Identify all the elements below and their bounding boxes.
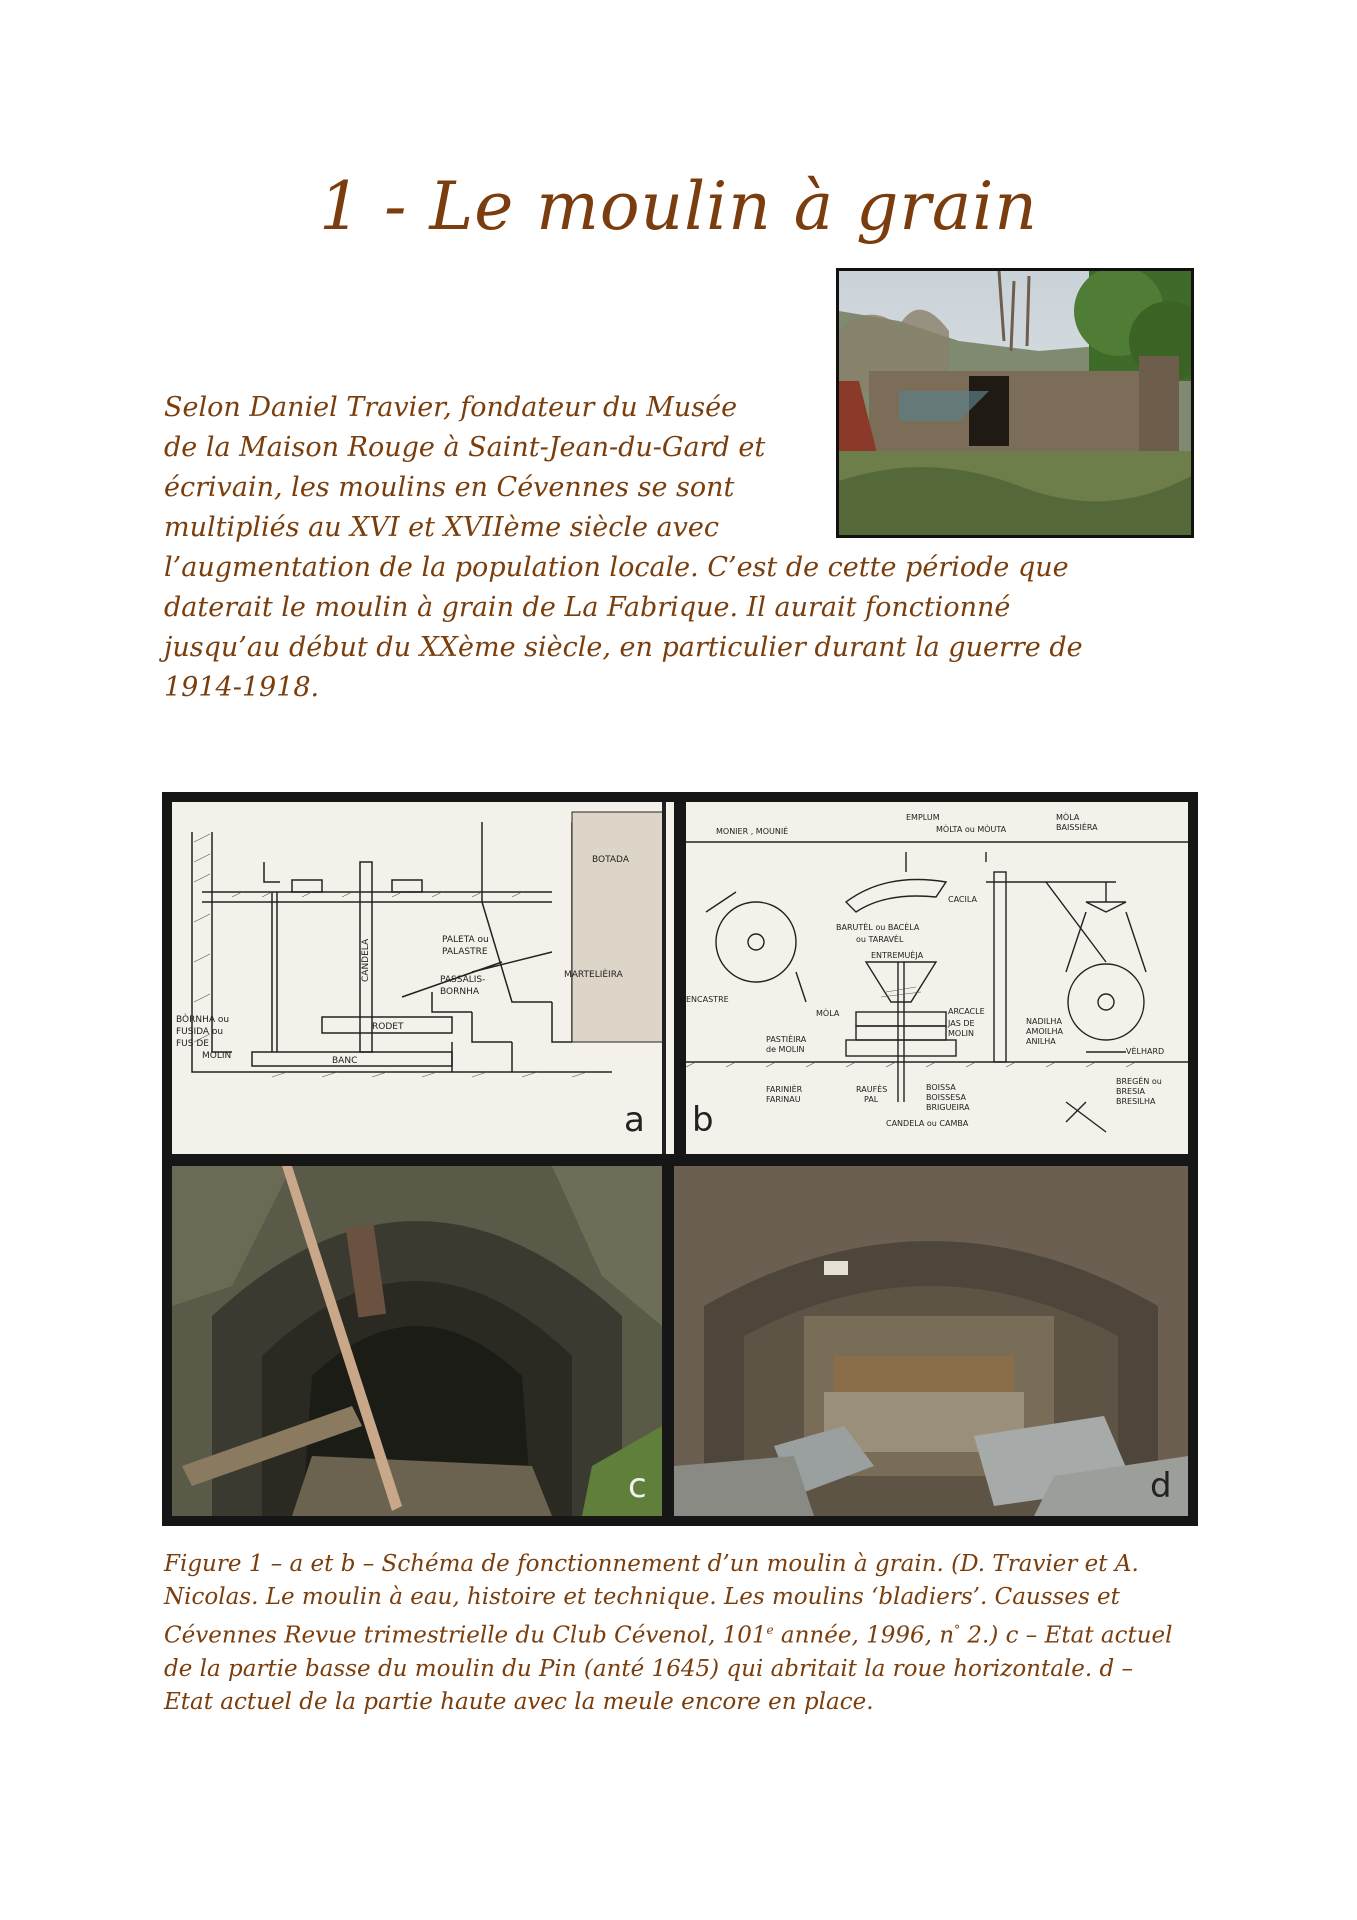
label-entremueja: ENTREMUÈJA — [871, 951, 924, 960]
label-paleta: PALETA ou — [442, 935, 489, 945]
label-arcacle: ARCACLE — [948, 1007, 985, 1016]
label-molta: MÒLTA ou MÒUTA — [936, 825, 1007, 834]
label-palastre: PALASTRE — [442, 947, 488, 957]
label-rodet: RODET — [372, 1022, 404, 1032]
label-encastre: ENCASTRE — [686, 995, 729, 1004]
caption-text: année, 1996, n — [773, 1622, 955, 1649]
label-pastiera: PASTIÈIRA — [766, 1035, 807, 1044]
label-bornha-left: BÒRNHA ou — [176, 1015, 230, 1025]
intro-line: l’augmentation de la population locale. C’est de cette période que — [164, 552, 1069, 583]
mill-ruins-illustration — [839, 271, 1191, 535]
caption-text: 2.) c – Etat actuel — [960, 1622, 1173, 1649]
panel-d-photo — [674, 1166, 1188, 1516]
intro-line: écrivain, les moulins en Cévennes se sont — [164, 472, 735, 503]
label-de-molin: de MOLIN — [766, 1045, 805, 1054]
label-jas-molin: MOLIN — [948, 1029, 974, 1038]
label-boissa: BOISSA — [926, 1083, 956, 1092]
label-bregen: BREGÉN ou — [1116, 1077, 1162, 1086]
label-monier: MONIER , MOUNIÉ — [716, 827, 789, 836]
mill-cross-section-diagram — [172, 802, 674, 1154]
panel-letter-c: c — [628, 1466, 647, 1506]
intro-line: jusqu’au début du XXème siècle, en particulier durant la guerre de — [164, 632, 1083, 663]
caption-text: Cévennes Revue trimestrielle du Club Cévenol, 101 — [164, 1622, 767, 1649]
mill-ruins-photo — [836, 268, 1194, 538]
label-candela: CANDELA — [361, 938, 371, 982]
intro-line: daterait le moulin à grain de La Fabrique. Il aurait fonctionné — [164, 592, 1011, 623]
intro-line: 1914-1918. — [164, 672, 320, 703]
panel-b-schematic — [686, 802, 1188, 1154]
label-raufes: RAUFÈS — [856, 1085, 888, 1094]
label-marteliera: MARTELIÈIRA — [564, 970, 623, 980]
caption-line — [164, 1614, 1204, 1653]
figure-caption — [164, 1548, 1204, 1719]
label-molin: MOLIN — [202, 1051, 232, 1061]
label-bornha: BORNHA — [440, 987, 480, 997]
label-taravel: ou TARAVÈL — [856, 935, 904, 944]
label-emplum: EMPLUM — [906, 813, 940, 822]
label-anilha: ANILHA — [1026, 1037, 1056, 1046]
label-farinier: FARINIÈR — [766, 1085, 803, 1094]
intro-paragraph-part2 — [164, 548, 1164, 708]
label-nadilha: NADILHA — [1026, 1017, 1062, 1026]
label-boissesa: BOISSESA — [926, 1093, 966, 1102]
intro-line: Selon Daniel Travier, fondateur du Musée — [164, 392, 738, 423]
label-fus-de: FUS DE — [176, 1039, 209, 1049]
label-passalis: PASSALIS- — [440, 975, 486, 985]
label-bresilha: BRESILHA — [1116, 1097, 1156, 1106]
intro-line: multipliés au XVI et XVIIème siècle avec — [164, 512, 719, 543]
label-jas: JAS DE — [948, 1019, 975, 1028]
figure-1 — [162, 792, 1198, 1526]
caption-line: Figure 1 – a et b – Schéma de fonctionnement d’un moulin à grain. (D. Travier et A. — [164, 1551, 1139, 1577]
upper-chamber-illustration — [674, 1166, 1188, 1516]
label-candela-camba: CANDELA ou CAMBA — [886, 1119, 969, 1128]
caption-superscript: e — [766, 1623, 774, 1637]
intro-paragraph-part1 — [164, 388, 844, 548]
panel-a-schematic — [172, 802, 674, 1154]
label-cacila: CACILA — [948, 895, 977, 904]
label-pal: PAL — [864, 1095, 879, 1104]
label-mola: MÒLA — [816, 1009, 840, 1018]
label-brigueira: BRIGUEIRA — [926, 1103, 970, 1112]
label-mola-top: MÒLA — [1056, 813, 1080, 822]
panel-c-photo — [172, 1166, 662, 1516]
intro-line: de la Maison Rouge à Saint-Jean-du-Gard et — [164, 432, 766, 463]
mill-mechanism-diagram — [686, 802, 1188, 1154]
caption-superscript: ° — [954, 1623, 961, 1637]
caption-line: Etat actuel de la partie haute avec la meule encore en place. — [164, 1688, 874, 1715]
label-barutel: BARUTÈL ou BACÈLA — [836, 923, 920, 932]
label-amoilha: AMOILHA — [1026, 1027, 1063, 1036]
caption-line: Nicolas. Le moulin à eau, histoire et technique. Les moulins ‘bladiers’. Causses et — [164, 1584, 1120, 1610]
panel-letter-a: a — [624, 1100, 645, 1140]
panel-letter-d: d — [1150, 1466, 1172, 1506]
page-title: 1 - Le moulin à grain — [319, 168, 1038, 245]
label-botada: BOTADA — [592, 855, 629, 865]
label-fusida: FUSIDA ou — [176, 1027, 224, 1037]
lower-chamber-illustration — [172, 1166, 662, 1516]
label-bresia: BRESIA — [1116, 1087, 1146, 1096]
label-velhard: VÈLHARD — [1126, 1047, 1165, 1056]
label-baisseira: BAISSIÈRA — [1056, 823, 1098, 832]
caption-line: de la partie basse du moulin du Pin (anté 1645) qui abritait la roue horizontale. d – — [164, 1655, 1134, 1682]
label-banc: BANC — [332, 1056, 358, 1066]
panel-letter-b: b — [692, 1100, 714, 1140]
label-farinau: FARINAU — [766, 1095, 801, 1104]
